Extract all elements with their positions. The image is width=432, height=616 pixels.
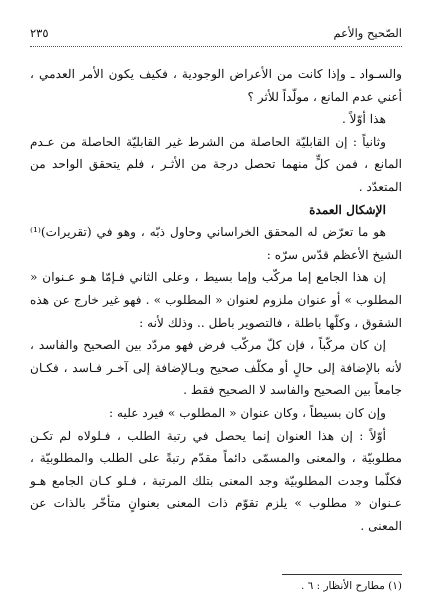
section-heading: الإشكال العمدة — [309, 202, 386, 217]
footnote-divider — [282, 574, 402, 575]
page-number: ٢٣٥ — [30, 26, 49, 40]
footnote: (١) مطارح الأنظار : ٦ . — [300, 580, 402, 592]
paragraph: وثانياً : إن القابليّة الحاصلة من الشرط غير القابليّة الحاصلة من عـدم المانع ، فمن كلٍّ منهما تحصل درجة من الأثـر ، فلم يتحقق الواحد من المتعدّد . — [30, 134, 402, 194]
running-title: الصّحيح والأعم — [333, 26, 402, 40]
paragraph: إن كان مركّباً ، فإن كلّ مركّب فرض فهو مردّد بين الصحيح والفاسد ، لأنه بالإضافة إلى حالٍ أو مكلّف صحيح وبـالإضافة إلى آخـر فـاسد ، فكـان جامعاً بين الصحيح والفاسد لا الصحيح فقط . — [30, 338, 402, 398]
paragraph: هذا أوّلاً . — [341, 112, 386, 127]
paragraph: إن هذا الجامع إما مركّب وإما بسيط ، وعلى الثاني فـإمّا هـو عـنوان « المطلوب » أو عنوان ملزوم لعنوان « المطلوب » . فهو غير خارج عن هذه الشقوق ، وكلّها باطلة ، فالتصوير باطل .. وذلك لأنه : — [30, 270, 402, 330]
paragraph: هو ما تعرّض له المحقق الخراساني وحاول ذبّه ، وهو في (تقريرات)⁽¹⁾ الشيخ الأعظم قدّس سرّه : — [30, 225, 402, 262]
paragraph: والسـواد ـ وإذا كانت من الأعراض الوجودية ، فكيف يكون الأمر العدمي ، أعني عدم المانع ، مولّداً للأثر ؟ — [30, 67, 402, 104]
paragraph: وإن كان بسيطاً ، وكان عنوان « المطلوب » فيرد عليه : — [109, 405, 386, 420]
paragraph: أوّلاً : إن هذا العنوان إنما يحصل في رتبة الطلب ، فـلولاه لم تكـن مطلوبيّة ، والمعنى والمسمّى دائماً مقدّم رتبةً على الطلب والمطلوبيّة ، فكلّما وجدت المطلوبيّة وجد المعنى بتلك المرتبة ، فـلو كـان الجامع هـو عـنوان « مطلوب » يلزم تقوّم ذات المعنى بعنوانٍ متأخّر بالذات عن المعنى . — [30, 428, 402, 533]
main-text — [30, 63, 402, 537]
running-header — [30, 26, 402, 47]
